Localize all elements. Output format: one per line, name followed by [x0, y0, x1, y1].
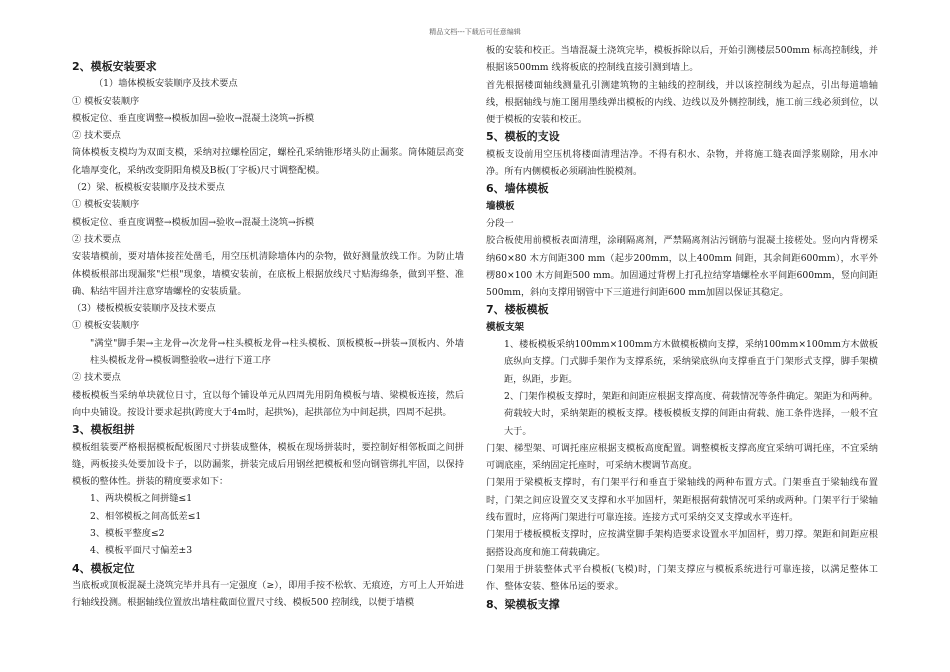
- paragraph: 门架用于拼装整体式平台模板(飞模)时，门架支撑应与模板系统进行可靠连接，以满足整体工作、整体安装、整体吊运的要求。: [486, 563, 878, 593]
- paragraph: ① 模板安装顺序: [72, 320, 140, 332]
- paragraph: 模板支设前用空压机将楼面清理洁净。不得有积水、杂物，并将施工缝表面浮浆剔除，用水冲净。所有内侧模板必须刷油性脱模剂。: [486, 148, 878, 178]
- paragraph: 筒体模板支模均为双面支模，采纳对拉螺栓固定，螺栓孔采纳锥形堵头防止漏浆。筒体随层高变化墙厚变化，采纳改变阴阳角模及B板(丁字板)尺寸调整配模。: [72, 147, 464, 176]
- paragraph: 模板定位、垂直度调整→模板加固→验收→混凝土浇筑→拆模: [72, 216, 315, 228]
- paragraph: 门架用于梁模板支撑时，有门架平行和垂直于梁轴线的两种布置方式。门架垂直于梁轴线布置时，门架之间应设置交叉支撑和水平加固杆，架距根据荷载情况可采纳或两种。门架平行于梁轴线布置时，应将两门架进行可靠连接。连接方式可采纳交叉支撑或水平连杆。: [486, 477, 878, 524]
- paragraph: （1）墙体模板安装顺序及技术要点: [94, 78, 238, 90]
- sub-heading: 模板支架: [486, 321, 525, 333]
- paragraph: 4、模板平面尺寸偏差±3: [90, 545, 193, 557]
- paragraph: 2、相邻模板之间高低差≤1: [90, 510, 202, 522]
- paragraph: 1、楼板模板采纳100mm×100mm方木做模板横向支撑，采纳100mm×100mm方木做板底纵向支撑。门式脚手架作为支撑系统，采纳梁底纵向支撑垂直于门架形式支撑，脚手架横距，纵距，步距。: [504, 339, 878, 385]
- paragraph: ① 模板安装顺序: [72, 199, 140, 211]
- paragraph: ② 技术要点: [72, 372, 121, 384]
- section-heading: 5、模板的支设: [486, 130, 560, 144]
- paragraph: 2、门架作模板支撑时，架距和间距应根据支撑高度、荷载情况等条件确定。架距为和两种。荷载较大时，采纳架距的模板支撑。楼板模板支撑的间距由荷载、施工条件选择，一般不宜大于。: [504, 390, 878, 437]
- section-heading: 3、模板组拼: [72, 423, 135, 437]
- paragraph: 当底板或顶板混凝土浇筑完毕并具有一定强度（≥），即用手按不松软、无痕迹，方可上人开始进行轴线投测。根据轴线位置放出墙柱截面位置尺寸线、模板500 控制线，以便于墙模: [72, 579, 464, 609]
- paragraph: 门架用于楼板模板支撑时，应按满堂脚手架构造要求设置水平加固杆，剪刀撑。架距和间距应根据搭设高度和施工荷载确定。: [486, 529, 878, 558]
- paragraph: 首先根据楼面轴线测量孔引测建筑物的主轴线的控制线，并以该控制线为起点，引出每道墙轴线，根据轴线与施工图用墨线弹出模板的内线、边线以及外侧控制线，施工前三线必须到位，以便于模板的安装和校正。: [486, 79, 878, 126]
- right-column: [486, 42, 878, 613]
- section-heading: 4、模板定位: [72, 561, 135, 575]
- page-header: 精品文档---下载后可任意编辑: [429, 28, 521, 36]
- paragraph: ① 模板安装顺序: [72, 95, 140, 107]
- paragraph: 板的安装和校正。当墙混凝土浇筑完毕，模板拆除以后，开始引测楼层500mm 标高控制线，并根据该500mm 线将板底的控制线直接引测到墙上。: [486, 45, 878, 74]
- paragraph: （2）梁、板模板安装顺序及技术要点: [72, 182, 225, 194]
- paragraph: 楼板模板当采纳单块就位日寸，宜以每个铺设单元从四周先用阴角模板与墙、梁模板连接，然后向中央铺设。按设计要求起拱(跨度大于4m时，起拱%)，起拱部位为中间起拱，四周不起拱。: [72, 389, 464, 418]
- paragraph: （3）楼板模板安装顺序及技术要点: [72, 303, 216, 315]
- paragraph: 3、模板平整度≤2: [90, 528, 165, 540]
- paragraph: ② 技术要点: [72, 130, 121, 142]
- section-heading: 6、墙体模板: [486, 182, 549, 196]
- sub-heading: 墙模板: [486, 200, 515, 212]
- paragraph: 门架、梯型架、可调托座应根据支模板高度配置。调整模板支撑高度宜采纳可调托座，不宜采纳可调底座，采纳固定托座时，可采纳木楔调节高度。: [486, 442, 878, 472]
- paragraph: ② 技术要点: [72, 233, 121, 245]
- paragraph: 模板定位、垂直度调整→模板加固→验收→混凝土浇筑→拆模: [72, 112, 315, 124]
- paragraph: "满堂"脚手架→主龙骨→次龙骨→柱头模板龙骨→柱头模板、顶板模板→拼装→顶板内、外墙柱头模板龙骨→模板调整验收→进行下道工序: [90, 337, 464, 367]
- section-heading: 8、梁模板支撑: [486, 597, 560, 611]
- paragraph: 1、两块模板之间拼缝≤1: [90, 493, 193, 505]
- section-heading: 7、楼板模板: [486, 303, 549, 317]
- paragraph: 模板组装要严格根据模板配板图尺寸拼装成整体，模板在现场拼装时，要控制好相邻板面之间拼缝，两板接头处要加设卡子，以防漏浆，拼装完成后用钢丝把模板和竖向钢管绑扎牢固，以保持模板的整体性。拼装的精度要求如下：: [72, 441, 464, 488]
- section-heading: 2、模板安装要求: [72, 60, 157, 73]
- paragraph: 胶合板使用前模板表面清理，涂刷隔离剂，严禁隔离剂沾污钢筋与混凝土接槎处。竖向内背楞采纳60×80 木方间距300 mm（起步200mm，以上400mm 间距，其余间距600mm），水平外楞80×100 木方间距500 mm。加固通过背楞上打孔拉结穿墙螺栓水平间距600mm，竖向间距500mm，斜向支撑用钢管中下三道进行间距600 mm加固以保证其稳定。: [486, 235, 878, 299]
- paragraph: 安装墙模前，要对墙体接茬处凿毛，用空压机清除墙体内的杂物，做好测量放线工作。为防止墙体模板根部出现漏浆"烂根"现象，墙模安装前，在底板上根据放线尺寸贴海绵条，做到平整、准确、粘结牢固并注意穿墙螺栓的安装质量。: [72, 251, 464, 297]
- left-column: [72, 58, 464, 612]
- paragraph: 分段一: [486, 217, 514, 229]
